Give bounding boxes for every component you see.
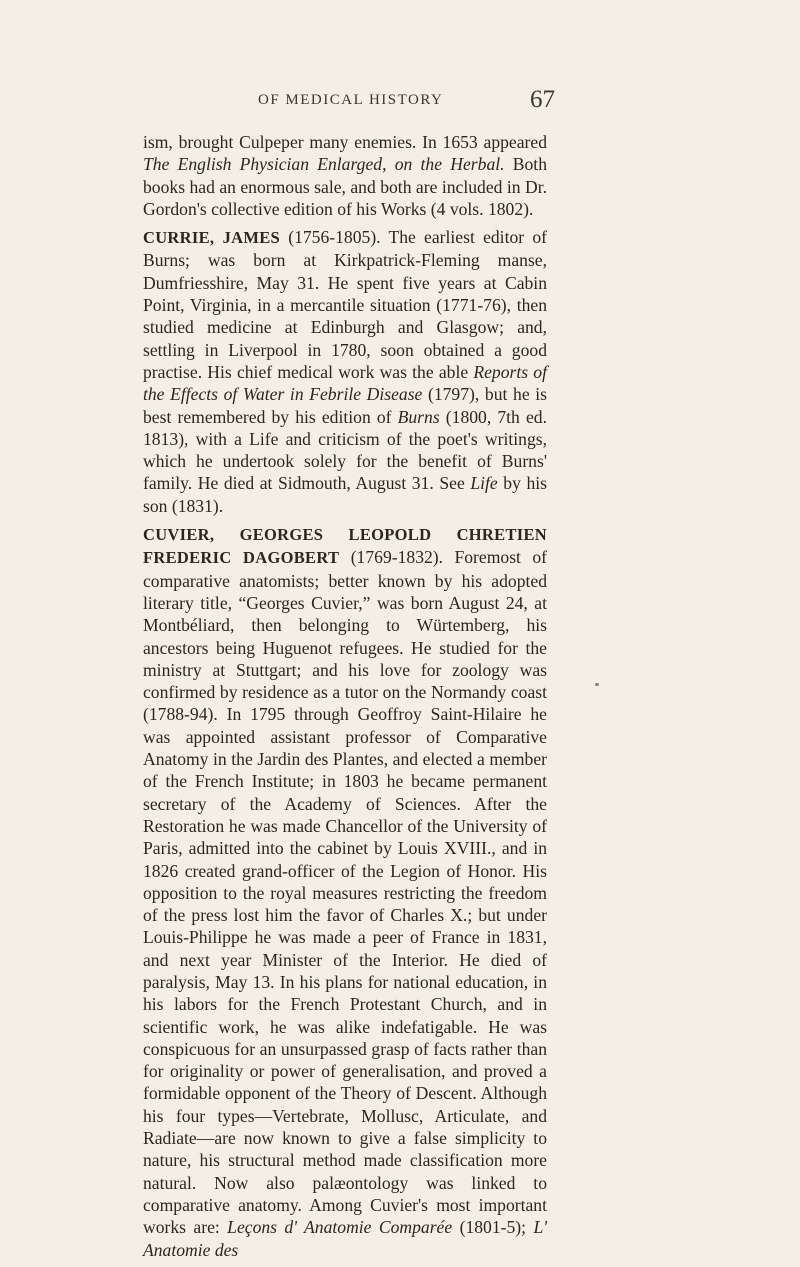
- italic-title: Burns: [397, 406, 440, 427]
- entry-currie: [143, 226, 547, 517]
- paragraph-culpeper-continuation: [143, 131, 547, 220]
- running-head-title: OF MEDICAL HISTORY: [258, 92, 444, 108]
- running-head: [0, 86, 800, 116]
- italic-title: The English Physician Enlarged, on the Herbal.: [143, 154, 505, 175]
- italic-title: L' Anatomie des: [143, 1217, 547, 1260]
- italic-title: Reports of the Effects of Water in Febrile Disease: [143, 361, 547, 405]
- text-run: (1800, 7th ed. 1813), with a Life and criticism of the poet's writings, which he undertook solely for the benefit of Burns' family. He died at Sidmouth, August 31. See: [143, 406, 547, 494]
- entry-headword: CURRIE, JAMES: [143, 228, 280, 248]
- page-number: 67: [530, 86, 555, 113]
- text-run: (1801-5);: [452, 1217, 534, 1238]
- text-run: (1797), but he is best remembered by his edition of: [143, 384, 547, 427]
- margin-speck: [595, 683, 599, 686]
- italic-title: Life: [470, 473, 498, 494]
- text-run: ism, brought Culpeper many enemies. In 1653 appeared: [143, 132, 547, 152]
- text-run: Both books had an enormous sale, and both are included in Dr. Gordon's collective edition of his Works (4 vols. 1802).: [143, 154, 547, 219]
- body-text: [143, 131, 547, 1267]
- text-run: (1756-1805). The earliest editor of Burns; was born at Kirkpatrick-Fleming manse, Dumfriesshire, May 31. He spent five years at Cabin Point, Virginia, in a mercantile situation (1771-76), then studied medicine at Edinburgh and Glasgow; and, settling in Liverpool in 1780, soon obtained a good practise. His chief medical work was the able: [143, 227, 547, 382]
- text-run: by his son (1831).: [143, 473, 547, 516]
- entry-cuvier: [143, 523, 547, 1261]
- text-run: (1769-1832). Foremost of comparative anatomists; better known by his adopted literary title, “Georges Cuvier,” was born August 24, at Montbéliard, then belonging to Würtemberg, his ancestors being Huguenot refugees. He studied for the ministry at Stuttgart; and his love for zoology was confirmed by residence as a tutor on the Normandy coast (1788-94). In 1795 through Geoffroy Saint-Hilaire he was appointed assistant professor of Comparative Anatomy in the Jardin des Plantes, and elected a member of the French Institute; in 1803 he became permanent secretary of the Academy of Sciences. After the Restoration he was made Chancellor of the University of Paris, admitted into the cabinet by Louis XVIII., and in 1826 created grand-officer of the Legion of Honor. His opposition to the royal measures restricting the freedom of the press lost him the favor of Charles X.; but under Louis-Philippe he was made a peer of France in 1831, and next year Minister of the Interior. He died of paralysis, May 13. In his plans for national education, in his labors for the French Protestant Church, and in scientific work, he was alike indefatigable. He was conspicuous for an unsurpassed grasp of facts rather than for originality or power of generalisation, and proved a formidable opponent of the Theory of Descent. Although his four types—Vertebrate, Mollusc, Articulate, and Radiate—are now known to give a false simplicity to nature, his structural method made classification more natural. Now also palæontology was linked to comparative anatomy. Among Cuvier's most important works are:: [143, 547, 547, 1238]
- entry-headword: CUVIER, GEORGES LEOPOLD CHRETIEN FREDERIC DAGOBERT: [143, 525, 547, 568]
- italic-title: Leçons d' Anatomie Comparée: [227, 1217, 453, 1238]
